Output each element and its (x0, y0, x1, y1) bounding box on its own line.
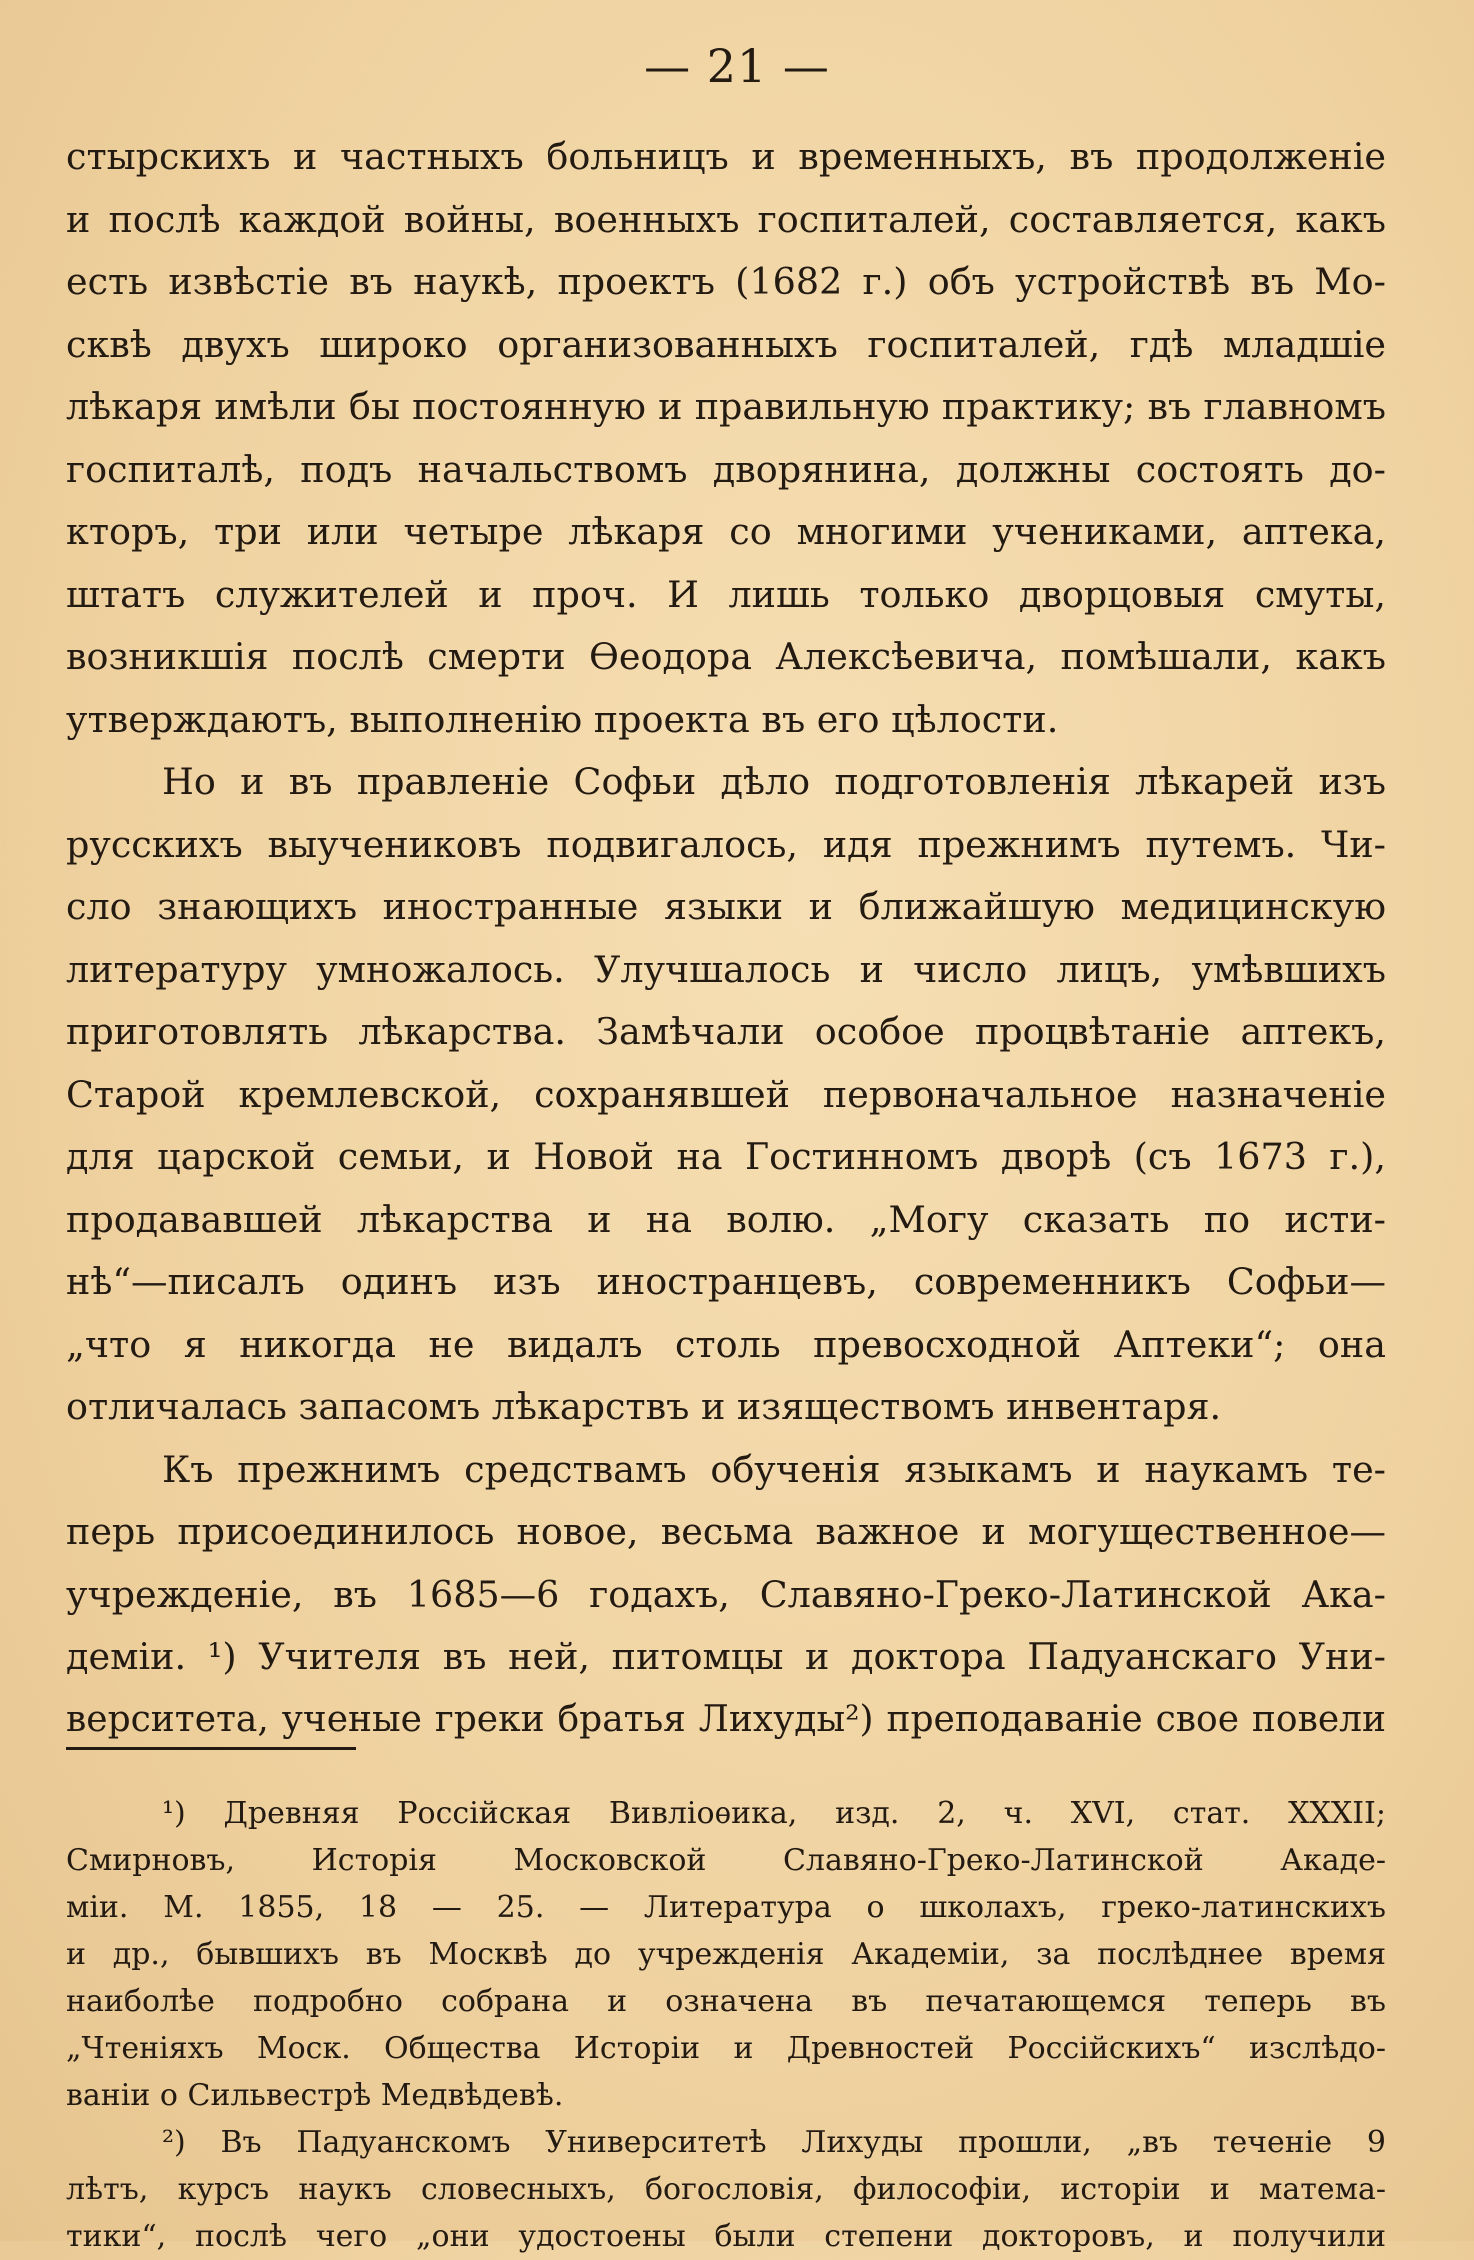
footnote-line: ¹) Древняя Россійская Вивліоѳика, изд. 2, ч. XVI, стат. XXXII; (162, 1796, 1386, 1831)
footnote-line: ²) Въ Падуанскомъ Университетѣ Лихуды прошли, „въ теченіе 9 (162, 2125, 1386, 2160)
text-line: учрежденіе, въ 1685—6 годахъ, Славяно-Греко-Латинской Ака- (66, 1572, 1386, 1616)
text-line: литературу умножалось. Улучшалось и число лицъ, умѣвшихъ (66, 947, 1386, 991)
footnote-line: „Чтеніяхъ Моск. Общества Исторіи и Древностей Россійскихъ“ изслѣдо- (66, 2031, 1386, 2066)
footnote-line: наиболѣе подробно собрана и означена въ печатающемся теперь въ (66, 1984, 1386, 2019)
text-line: верситета, ученые греки братья Лихуды²) преподаваніе свое повели (66, 1698, 1386, 1740)
text-line: перь присоединилось новое, весьма важное и могущественное— (66, 1510, 1386, 1553)
text-line: „что я никогда не видалъ столь превосходной Аптеки“; она (66, 1322, 1386, 1366)
text-line: продававшей лѣкарства и на волю. „Могу сказать по исти- (66, 1197, 1386, 1241)
text-line: стырскихъ и частныхъ больницъ и временныхъ, въ продолженіе (66, 135, 1386, 178)
text-line: русскихъ выучениковъ подвигалось, идя прежнимъ путемъ. Чи- (66, 822, 1386, 866)
footnote-line: Смирновъ, Исторія Московской Славяно-Греко-Латинской Акаде- (66, 1843, 1386, 1878)
text-line: Старой кремлевской, сохранявшей первоначальное назначеніе (66, 1072, 1386, 1116)
text-line: Къ прежнимъ средствамъ обученія языкамъ и наукамъ те- (162, 1447, 1386, 1491)
footnote-line: и др., бывшихъ въ Москвѣ до учрежденія Академіи, за послѣднее время (66, 1937, 1386, 1972)
text-line: нѣ“—писалъ одинъ изъ иностранцевъ, современникъ Софьи— (66, 1260, 1386, 1303)
footnote-line: тики“, послѣ чего „они удостоены были степени докторовъ, и получили (66, 2219, 1386, 2254)
body-text (66, 126, 1386, 1751)
text-line: лѣкаря имѣли бы постоянную и правильную практику; въ главномъ (66, 385, 1386, 428)
text-line: деміи. ¹) Учителя въ ней, питомцы и доктора Падуанскаго Уни- (66, 1635, 1386, 1678)
page-number: — 21 — (644, 39, 830, 93)
text-line: сквѣ двухъ широко организованныхъ госпиталей, гдѣ младшіе (66, 322, 1386, 366)
text-line: и послѣ каждой войны, военныхъ госпиталей, составляется, какъ (66, 197, 1386, 241)
text-line: возникшія послѣ смерти Ѳеодора Алексѣевича, помѣшали, какъ (66, 635, 1386, 678)
footnote-line: міи. М. 1855, 18 — 25. — Литература о школахъ, греко-латинскихъ (66, 1890, 1386, 1925)
text-line: приготовлять лѣкарства. Замѣчали особое процвѣтаніе аптекъ, (66, 1010, 1386, 1053)
text-line: отличалась запасомъ лѣкарствъ и изяществомъ инвентаря. (66, 1385, 1222, 1428)
text-line: кторъ, три или четыре лѣкаря со многими учениками, аптека, (66, 510, 1386, 553)
text-line: Но и въ правленіе Софьи дѣло подготовленія лѣкарей изъ (162, 760, 1386, 803)
footnote-divider (66, 1747, 356, 1750)
text-line: госпиталѣ, подъ начальствомъ дворянина, должны состоять до- (66, 447, 1386, 491)
text-line: утверждаютъ, выполненію проекта въ его цѣлости. (66, 697, 1059, 741)
text-line: штатъ служителей и проч. И лишь только дворцовыя смуты, (66, 572, 1386, 616)
footnote-line: ваніи о Сильвестрѣ Медвѣдевѣ. (66, 2078, 564, 2113)
text-line: есть извѣстіе въ наукѣ, проектъ (1682 г.) объ устройствѣ въ Мо- (66, 260, 1386, 303)
text-line: для царской семьи, и Новой на Гостинномъ дворѣ (съ 1673 г.), (66, 1135, 1386, 1178)
footnote-line: лѣтъ, курсъ наукъ словесныхъ, богословія, философіи, исторіи и матема- (66, 2172, 1386, 2207)
text-line: сло знающихъ иностранные языки и ближайшую медицинскую (66, 885, 1386, 928)
footnotes (66, 1790, 1386, 2260)
